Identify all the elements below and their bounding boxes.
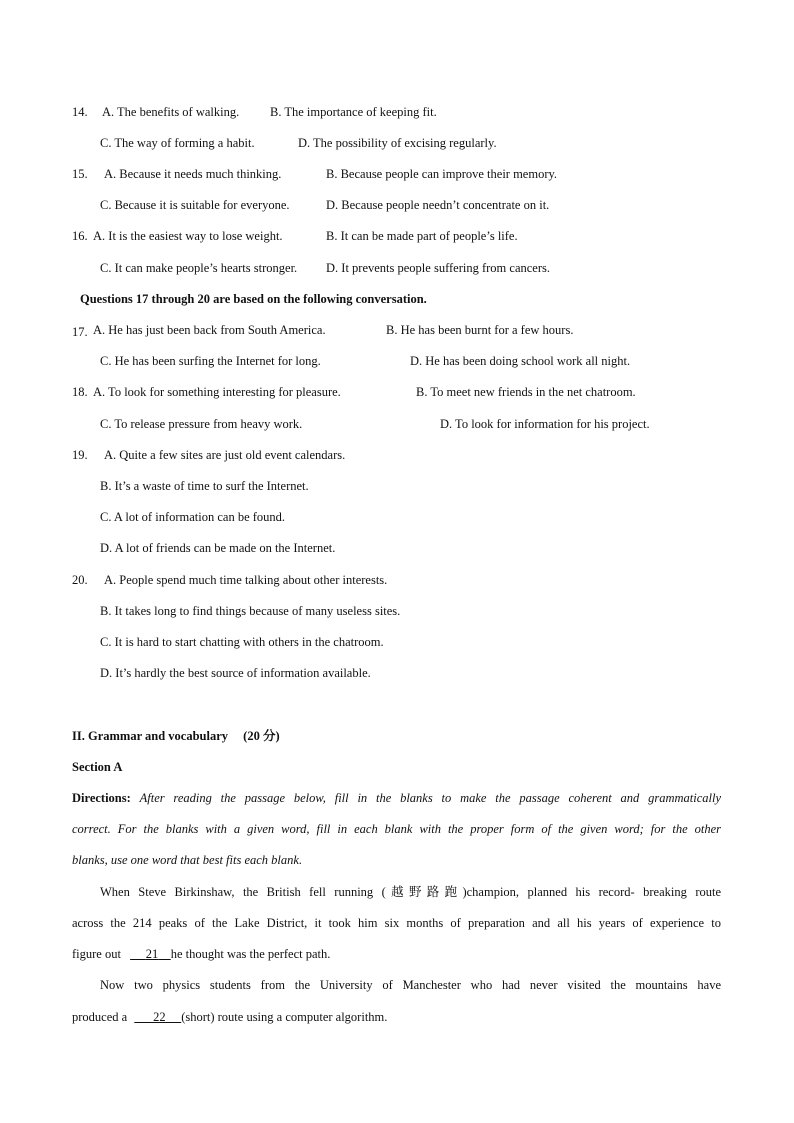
q18-option-d: D. To look for information for his project. [440, 417, 650, 431]
q15-option-a: A. Because it needs much thinking. [104, 167, 282, 181]
q17-option-c: C. He has been surfing the Internet for long. [100, 354, 321, 368]
q19-option-c: C. A lot of information can be found. [100, 510, 286, 524]
q16-option-b: B. It can be made part of people’s life. [326, 229, 518, 243]
section-title-text: II. Grammar and vocabulary [72, 729, 229, 743]
q15-number: 15. [72, 167, 88, 181]
q14-option-a: A. The benefits of walking. [102, 105, 240, 119]
q15-option-c: C. Because it is suitable for everyone. [100, 198, 290, 212]
q20-number: 20. [72, 573, 88, 587]
q14-option-d: D. The possibility of excising regularly. [298, 136, 497, 150]
section-title [72, 728, 280, 744]
q15-option-d: D. Because people needn’t concentrate on it. [326, 198, 550, 212]
q16-option-d: D. It prevents people suffering from cancers. [326, 261, 550, 275]
q14-number: 14. [72, 105, 88, 119]
passage-p1-line-2: across the 214 peaks of the Lake District, it took him six months of preparation and all his years of experience to [72, 916, 721, 930]
q18-option-a: A. To look for something interesting for pleasure. [93, 385, 341, 399]
passage-p2-line-2 [72, 1009, 387, 1025]
q20-option-b: B. It takes long to find things because of many useless sites. [100, 604, 401, 618]
q18-option-c: C. To release pressure from heavy work. [100, 417, 303, 431]
passage-p2-line-2-pre: produced a [72, 1010, 128, 1024]
q17-option-d: D. He has been doing school work all night. [410, 354, 631, 368]
blank-21-number: 21 [145, 947, 159, 961]
q18-number: 18. [72, 385, 88, 399]
q16-option-c: C. It can make people’s hearts stronger. [100, 261, 298, 275]
q20-option-d: D. It’s hardly the best source of information available. [100, 666, 371, 680]
q16-number: 16. [72, 229, 88, 243]
passage-p1-line-3-pre: figure out [72, 947, 121, 961]
directions-label: Directions: [72, 791, 131, 805]
directions-line-2: correct. For the blanks with a given word, fill in each blank with the proper form of the given word; for the other [72, 822, 721, 836]
passage-p1-line-3-post: he thought was the perfect path. [170, 947, 331, 961]
passage-p2-line-2-post: (short) route using a computer algorithm. [181, 1010, 388, 1024]
q14-option-c: C. The way of forming a habit. [100, 136, 255, 150]
q17-option-a: A. He has just been back from South America. [93, 323, 326, 337]
q19-number: 19. [72, 448, 88, 462]
q19-option-b: B. It’s a waste of time to surf the Internet. [100, 479, 309, 493]
section-score: (20 分) [243, 729, 280, 743]
directions-line-1 [72, 790, 721, 806]
passage-p1-line-1: When Steve Birkinshaw, the British fell running (越野路跑)champion, planned his record- breaking route [100, 885, 721, 899]
blank-22-number: 22 [153, 1010, 166, 1024]
q17-number: 17. [72, 325, 88, 339]
q18-option-b: B. To meet new friends in the net chatroom. [416, 385, 636, 399]
directions-line-3: blanks, use one word that best fits each blank. [72, 853, 303, 867]
q14-option-b: B. The importance of keeping fit. [270, 105, 437, 119]
blank-21[interactable] [130, 947, 171, 961]
conversation-header: Questions 17 through 20 are based on the following conversation. [80, 292, 427, 306]
q15-option-b: B. Because people can improve their memory. [326, 167, 558, 181]
q19-option-a: A. Quite a few sites are just old event calendars. [104, 448, 346, 462]
q20-option-c: C. It is hard to start chatting with others in the chatroom. [100, 635, 384, 649]
section-a-heading: Section A [72, 760, 123, 774]
passage-p2-line-1: Now two physics students from the University of Manchester who had never visited the mountains have [100, 978, 721, 992]
q19-option-d: D. A lot of friends can be made on the Internet. [100, 541, 336, 555]
q16-option-a: A. It is the easiest way to lose weight. [93, 229, 283, 243]
directions-text-1: After reading the passage below, fill in the blanks to make the passage coherent and grammatically [139, 791, 722, 805]
q20-option-a: A. People spend much time talking about other interests. [104, 573, 388, 587]
blank-22[interactable] [134, 1010, 181, 1024]
passage-p1-line-3 [72, 946, 330, 962]
q17-option-b: B. He has been burnt for a few hours. [386, 323, 574, 337]
